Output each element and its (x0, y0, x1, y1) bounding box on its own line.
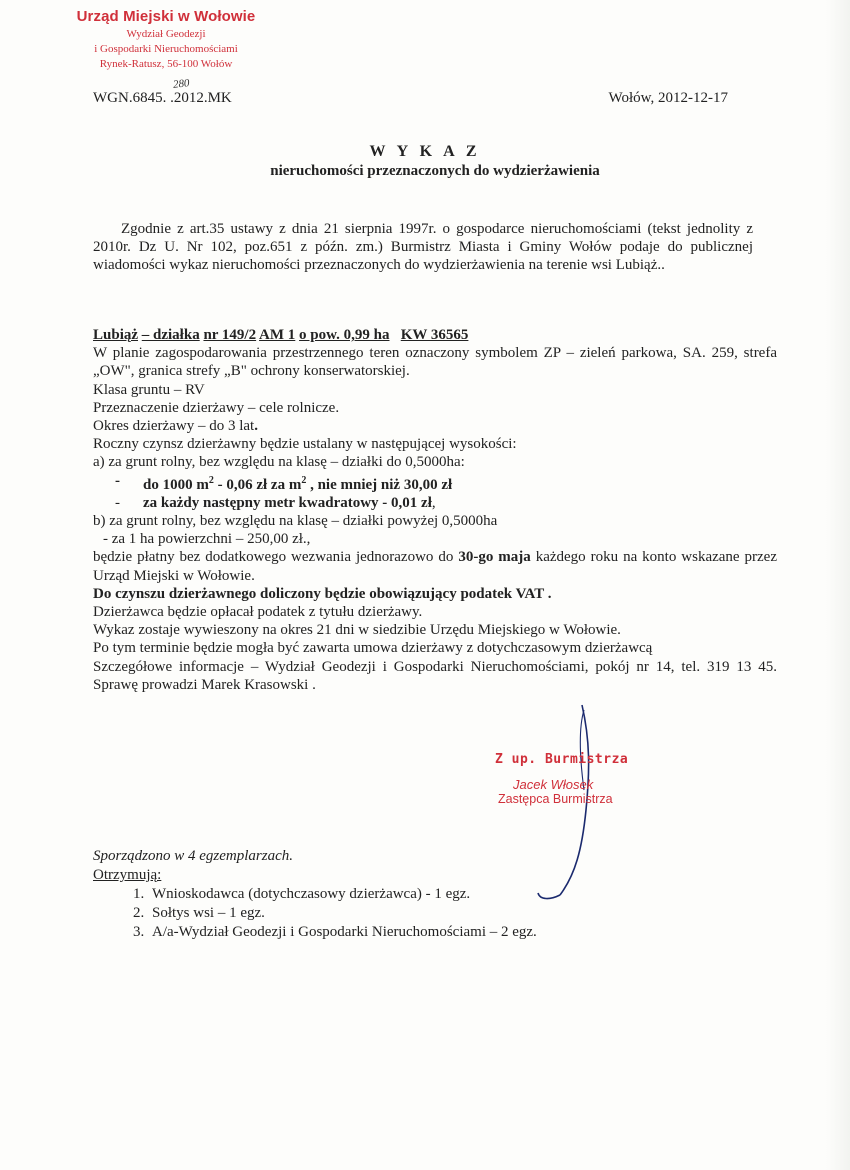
okres-text: Okres dzierżawy – do 3 lat (93, 418, 255, 435)
scan-edge (826, 0, 850, 1170)
podatek-line: Dzierżawca będzie opłacał podatek z tytułu dzierżawy. (93, 604, 423, 621)
parcel-section (93, 326, 777, 694)
parcel-label: – działka (141, 327, 200, 343)
okres-line (93, 417, 777, 435)
parcel-heading (93, 326, 777, 344)
plan-line: W planie zagospodarowania przestrzennego teren oznaczony symbolem ZP – zieleń parkowa, SA. 259, strefa „OW", granica strefy „B" ochrony konserwatorskiej. (93, 345, 777, 380)
document-date: Wołów, 2012-12-17 (608, 90, 728, 106)
handwritten-number: 280 (172, 77, 191, 91)
signature-authority: Z up. Burmistrza (495, 752, 629, 767)
okres-dot: . (254, 418, 258, 435)
a-line: a) za grunt rolny, bez względu na klasę – działki do 0,5000ha: (93, 454, 465, 471)
list-item: 2. Sołtys wsi – 1 egz. (148, 904, 537, 923)
po-tym-line: Po tym terminie będzie mogła być zawarta umowa dzierżawy z dotychczasowym dzierżawcą (93, 640, 653, 657)
parcel-kw: KW 36565 (400, 327, 469, 343)
parcel-area: o pow. 0,99 ha (299, 327, 390, 343)
dash-marker: - (115, 472, 120, 489)
b-line: b) za grunt rolny, bez względu na klasę – działki powyżej 0,5000ha (93, 513, 498, 530)
intro-paragraph: Zgodnie z art.35 ustawy z dnia 21 sierpnia 1997r. o gospodarce nieruchomościami (tekst jednolity z 2010r. Dz U. Nr 102, poz.651 z późn. zm.) Burmistrz Miasta i Gminy Wołów podaje do publicznej wiadomości wykaz nieruchomości przeznaczonych do wydzierżawienia na terenie wsi Lubiąż.. (93, 221, 753, 273)
recipients-list (93, 885, 537, 942)
signature-role: Zastępca Burmistrza (498, 792, 613, 806)
signature-stamp (495, 752, 628, 806)
parcel-village: Lubiąż (93, 327, 139, 343)
document-title: W Y K A Z (369, 143, 481, 160)
parcel-number: nr 149/2 (203, 327, 257, 343)
platny-line: będzie płatny bez dodatkowego wezwania jednorazowo do 30-go maja każdego roku na konto wskazane przez Urząd Miejski w Wołowie. (93, 549, 777, 584)
office-name: Urząd Miejski w Wołowie (76, 8, 256, 25)
distribution-section (93, 847, 537, 942)
dash-line-1 (93, 472, 777, 494)
dash-2-text: za każdy następny metr kwadratowy - 0,01 zł, (143, 494, 436, 511)
czynsz-line: Roczny czynsz dzierżawny będzie ustalany w następującej wysokości: (93, 436, 517, 453)
info-line: Szczegółowe informacje – Wydział Geodezji i Gospodarki Nieruchomościami, pokój nr 14, tel. 319 13 45. Sprawę prowadzi Marek Krasowski . (93, 658, 777, 693)
recipients-label: Otrzymują: (93, 867, 162, 883)
signature-name: Jacek Włosek (513, 777, 594, 792)
b-sub-line: - za 1 ha powierzchni – 250,00 zł., (103, 531, 311, 548)
klasa-line: Klasa gruntu – RV (93, 381, 205, 398)
office-address: Rynek-Ratusz, 56-100 Wołów (99, 58, 233, 70)
vat-line: Do czynszu dzierżawnego doliczony będzie obowiązujący podatek VAT . (93, 585, 552, 602)
document-subtitle: nieruchomości przeznaczonych do wydzierżawienia (270, 163, 600, 179)
parcel-map: AM 1 (259, 327, 296, 343)
dash-line-2 (93, 494, 777, 512)
dash-marker: - (115, 494, 120, 511)
wykaz-line: Wykaz zostaje wywieszony na okres 21 dni w siedzibie Urzędu Miejskiego w Wołowie. (93, 622, 621, 639)
copies-note: Sporządzono w 4 egzemplarzach. (93, 848, 294, 864)
dash-1-text: do 1000 $m^2 - 0,06$ zł za $m^2$ , nie mniej niż 30,00 zł (143, 474, 453, 493)
list-item: 3. A/a-Wydział Geodezji i Gospodarki Nieruchomościami – 2 egz. (148, 923, 537, 942)
office-dept: Wydział Geodezji (126, 28, 206, 40)
office-dept2: i Gospodarki Nieruchomościami (94, 43, 238, 55)
list-item: 1. Wnioskodawca (dotychczasowy dzierżawca) - 1 egz. (148, 885, 537, 904)
reference-number: WGN.6845. .2012.MK (93, 90, 232, 106)
przeznaczenie-line: Przeznaczenie dzierżawy – cele rolnicze. (93, 399, 340, 416)
office-stamp (66, 8, 266, 70)
